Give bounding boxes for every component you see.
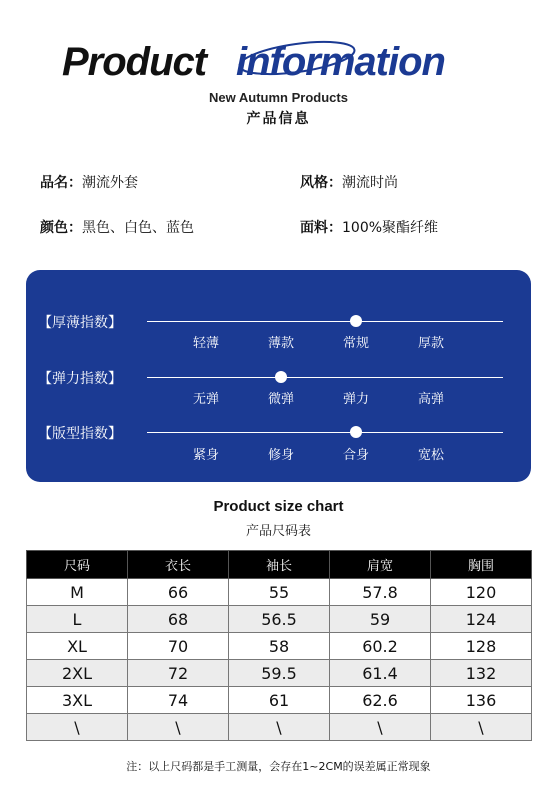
info-style xyxy=(300,172,398,192)
index-marker xyxy=(350,426,362,438)
table-cell: 74 xyxy=(128,687,229,714)
info-name-key: 品名： xyxy=(40,175,82,191)
table-cell: 68 xyxy=(128,606,229,633)
table-cell: \ xyxy=(27,714,128,741)
title-product: Product xyxy=(62,40,207,84)
table-cell: 70 xyxy=(128,633,229,660)
index-option: 紧身 xyxy=(192,448,219,463)
table-header-row xyxy=(27,551,532,579)
table-cell: 120 xyxy=(431,579,532,606)
title-information: information xyxy=(236,40,445,84)
info-fabric-value: 100%聚酯纤维 xyxy=(342,220,439,236)
measurement-note: 注：以上尺码都是手工测量，会存在1~2CM的误差属正常现象 xyxy=(126,760,431,773)
table-cell: 57.8 xyxy=(330,579,431,606)
table-cell: 72 xyxy=(128,660,229,687)
table-cell: 62.6 xyxy=(330,687,431,714)
info-style-value: 潮流时尚 xyxy=(342,175,398,191)
table-cell: 60.2 xyxy=(330,633,431,660)
index-label: 【厚薄指数】 xyxy=(38,315,122,331)
table-cell: M xyxy=(27,579,128,606)
index-option: 弹力 xyxy=(342,392,369,407)
index-track xyxy=(147,432,503,433)
column-header: 袖长 xyxy=(229,551,330,579)
index-marker xyxy=(275,371,287,383)
size-chart-subtitle: 产品尺码表 xyxy=(245,524,311,539)
info-fabric-key: 面料： xyxy=(300,220,342,236)
table-cell: \ xyxy=(128,714,229,741)
column-header: 胸围 xyxy=(431,551,532,579)
index-option: 轻薄 xyxy=(192,336,219,351)
index-option: 宽松 xyxy=(417,448,444,463)
table-row xyxy=(27,687,532,714)
table-cell: 132 xyxy=(431,660,532,687)
index-option: 无弹 xyxy=(192,392,219,407)
table-cell: 136 xyxy=(431,687,532,714)
info-style-key: 风格： xyxy=(300,175,342,191)
index-label: 【版型指数】 xyxy=(38,426,122,442)
table-cell: L xyxy=(27,606,128,633)
table-cell: 56.5 xyxy=(229,606,330,633)
table-row xyxy=(27,579,532,606)
index-option: 微弹 xyxy=(267,392,294,407)
size-table xyxy=(26,550,532,741)
table-cell: 128 xyxy=(431,633,532,660)
table-row xyxy=(27,606,532,633)
index-option: 修身 xyxy=(267,448,294,463)
table-cell: 124 xyxy=(431,606,532,633)
index-option: 高弹 xyxy=(417,392,444,407)
table-cell: 3XL xyxy=(27,687,128,714)
index-option: 厚款 xyxy=(417,336,444,351)
info-color xyxy=(40,217,194,237)
size-chart-title: Product size chart xyxy=(213,498,344,515)
table-row xyxy=(27,633,532,660)
info-name-value: 潮流外套 xyxy=(82,175,138,191)
index-marker xyxy=(350,315,362,327)
index-option: 薄款 xyxy=(267,336,294,351)
index-option: 常规 xyxy=(342,336,369,351)
info-fabric xyxy=(300,217,438,237)
table-cell: 66 xyxy=(128,579,229,606)
table-cell: \ xyxy=(431,714,532,741)
info-name xyxy=(40,172,138,192)
table-cell: \ xyxy=(330,714,431,741)
info-color-key: 颜色： xyxy=(40,220,82,236)
info-color-value: 黑色、白色、蓝色 xyxy=(82,220,194,236)
column-header: 衣长 xyxy=(128,551,229,579)
table-cell: 59 xyxy=(330,606,431,633)
index-label: 【弹力指数】 xyxy=(38,371,122,387)
table-cell: 59.5 xyxy=(229,660,330,687)
table-cell: XL xyxy=(27,633,128,660)
table-cell: 61.4 xyxy=(330,660,431,687)
page-title xyxy=(0,40,557,90)
table-cell: \ xyxy=(229,714,330,741)
table-cell: 2XL xyxy=(27,660,128,687)
table-cell: 61 xyxy=(229,687,330,714)
subtitle-english: New Autumn Products xyxy=(209,90,348,105)
subtitle-chinese: 产品信息 xyxy=(246,111,311,127)
index-track xyxy=(147,321,503,322)
index-option: 合身 xyxy=(342,448,369,463)
index-track xyxy=(147,377,503,378)
table-row xyxy=(27,660,532,687)
column-header: 尺码 xyxy=(27,551,128,579)
table-cell: 55 xyxy=(229,579,330,606)
column-header: 肩宽 xyxy=(330,551,431,579)
table-cell: 58 xyxy=(229,633,330,660)
table-row xyxy=(27,714,532,741)
